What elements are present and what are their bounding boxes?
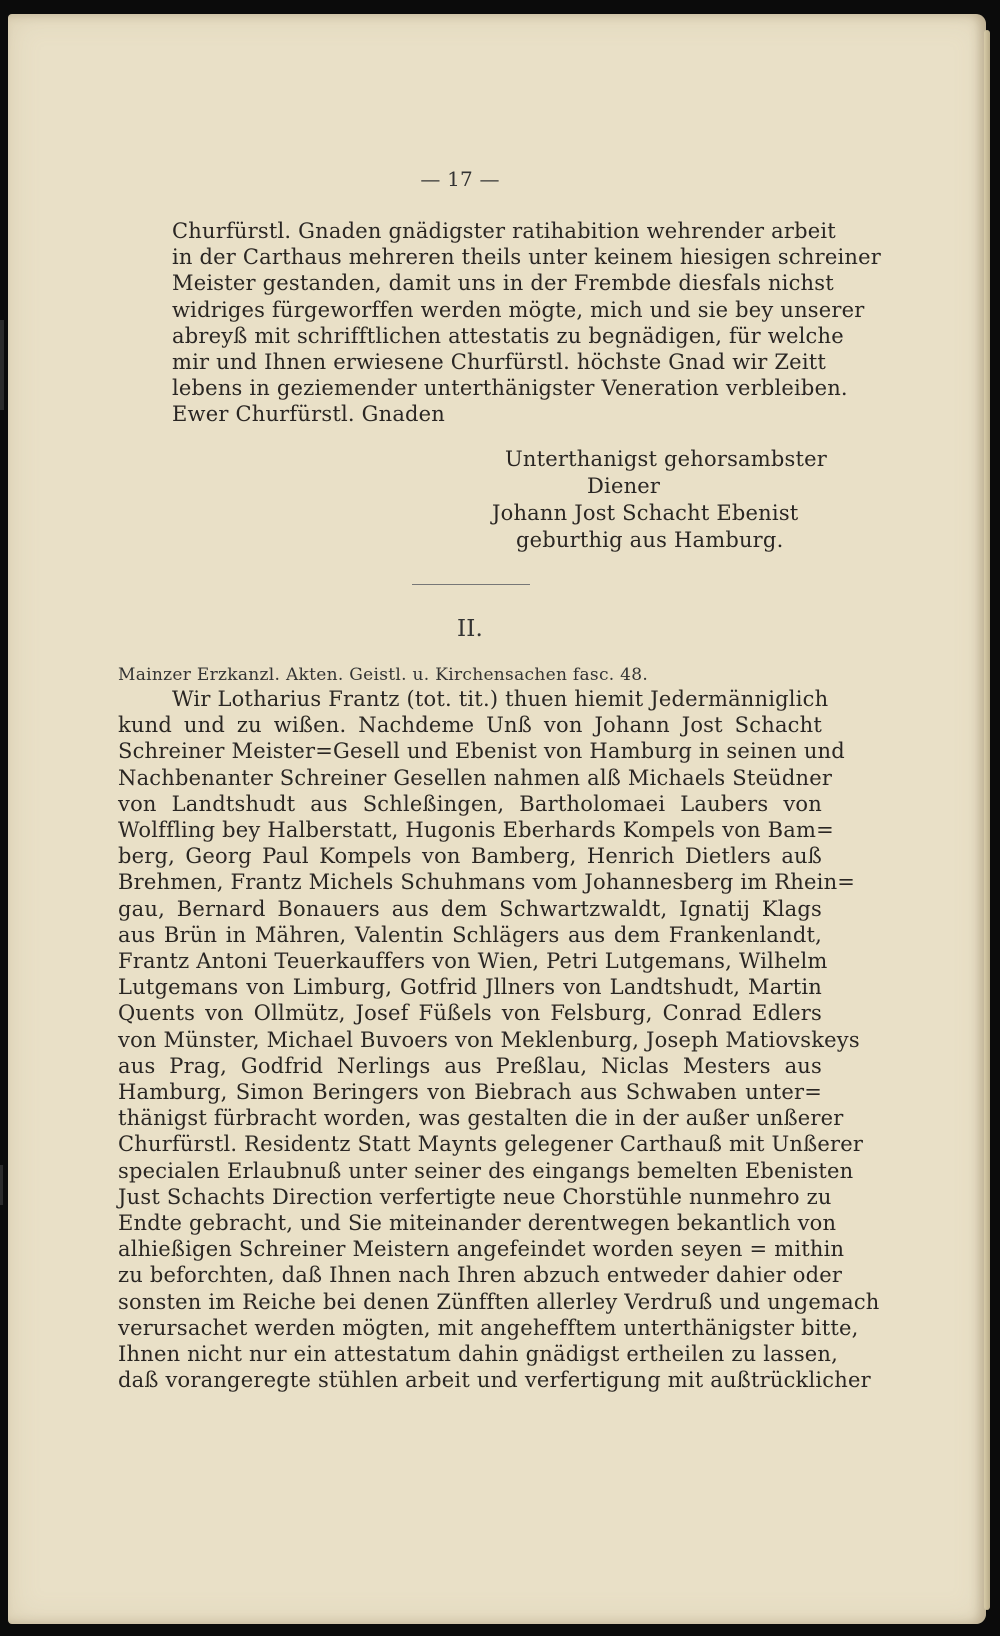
text-line: Meister gestanden, damit uns in der Frembde diesfals nichst: [172, 271, 834, 296]
text-line: mir und Ihnen erwiesene Churfürstl. höchste Gnad wir Zeitt: [172, 350, 827, 375]
text-line: Wolffling bey Halberstatt, Hugonis Eberhards Kompels von Bam=: [118, 818, 834, 843]
text-line: von Münster, Michael Buvoers von Meklenburg, Joseph Matiovskeys: [118, 1027, 860, 1052]
text-line: Brehmen, Frantz Michels Schuhmans vom Johannesberg im Rhein=: [118, 870, 856, 895]
letter-closing-paragraph: [172, 218, 881, 428]
text-line: aus Prag, Godfrid Nerlings aus Preßlau, Niclas Mesters aus: [118, 1053, 822, 1078]
text-line: kund und zu wißen. Nachdeme Unß von Johann Jost Schacht: [118, 713, 822, 738]
text-line: Ihnen nicht nur ein attestatum dahin gnädigst ertheilen zu lassen,: [118, 1342, 839, 1367]
text-line: gau, Bernard Bonauers aus dem Schwartzwaldt, Ignatij Klags: [118, 896, 822, 921]
text-line: lebens in geziemender unterthänigster Veneration verbleiben.: [172, 376, 848, 401]
text-line: Frantz Antoni Teuerkauffers von Wien, Petri Lutgemans, Wilhelm: [118, 949, 828, 974]
text-line: daß vorangeregte stühlen arbeit und verfertigung mit außtrücklicher: [118, 1368, 871, 1393]
text-line: Churfürstl. Gnaden gnädigster ratihabition wehrender arbeit: [172, 219, 836, 243]
text-line: Quents von Ollmütz, Josef Füßels von Felsburg, Conrad Edlers: [118, 1001, 822, 1026]
text-line: widriges fürgeworffen werden mögte, mich und sie bey unserer: [172, 297, 865, 322]
page-edge: [984, 30, 990, 1610]
page-number: — 17 —: [420, 167, 500, 191]
text-line: Hamburg, Simon Beringers von Biebrach aus Schwaben unter=: [118, 1080, 822, 1105]
text-line: Nachbenanter Schreiner Gesellen nahmen alß Michaels Steüdner: [118, 765, 833, 790]
text-line: thänigst fürbracht worden, was gestalten die in der außer unßerer: [118, 1106, 844, 1131]
text-line: Schreiner Meister=Gesell und Ebenist von Hamburg in seinen und: [118, 739, 845, 764]
text-line: berg, Georg Paul Kompels von Bamberg, Henrich Dietlers auß: [118, 844, 822, 869]
text-line: von Landtshudt aus Schleßingen, Bartholomaei Laubers von: [118, 791, 822, 816]
binding-mark: [0, 320, 4, 410]
signature-line: Unterthanigst gehorsambster: [505, 447, 827, 471]
text-line: Churfürstl. Residentz Statt Maynts gelegener Carthauß mit Unßerer: [118, 1132, 864, 1157]
text-line: sonsten im Reiche bei denen Zünfften allerley Verdruß und ungemach: [118, 1289, 880, 1314]
signature-name: Johann Jost Schacht Ebenist: [492, 501, 799, 525]
text-line: aus Brün in Mähren, Valentin Schlägers aus dem Frankenlandt,: [118, 922, 822, 947]
text-line: in der Carthaus mehreren theils unter keinem hiesigen schreiner: [172, 245, 881, 270]
text-line: zu beforchten, daß Ihnen nach Ihren abzuch entweder dahier oder: [118, 1263, 843, 1288]
signature-line: Diener: [587, 474, 661, 498]
signature-line: geburthig aus Hamburg.: [516, 528, 784, 552]
text-line: verursachet werden mögten, mit angehefftem unterthänigster bitte,: [118, 1315, 859, 1340]
section-numeral: II.: [456, 616, 484, 642]
text-line: Wir Lotharius Frantz (tot. tit.) thuen hiemit Jedermänniglich: [172, 687, 829, 711]
text-line: alhießigen Schreiner Meistern angefeindet worden seyen = mithin: [118, 1237, 845, 1262]
text-line: Endte gebracht, und Sie miteinander derentwegen bekantlich von: [118, 1211, 837, 1236]
text-line: Just Schachts Direction verfertigte neue Chorstühle nunmehro zu: [118, 1184, 832, 1209]
source-reference: Mainzer Erzkanzl. Akten. Geistl. u. Kirchensachen fasc. 48.: [118, 665, 649, 685]
text-line: abreyß mit schrifftlichen attestatis zu begnädigen, für welche: [172, 323, 844, 348]
text-line: specialen Erlaubnuß unter seiner des eingangs bemelten Ebenisten: [118, 1158, 854, 1183]
binding-mark: [0, 1165, 3, 1205]
section-divider: [412, 584, 530, 585]
decree-paragraph: [118, 686, 880, 1393]
salutation: Ewer Churfürstl. Gnaden: [172, 402, 446, 427]
text-line: Lutgemans von Limburg, Gotfrid Jllners von Landtshudt, Martin: [118, 975, 822, 1000]
